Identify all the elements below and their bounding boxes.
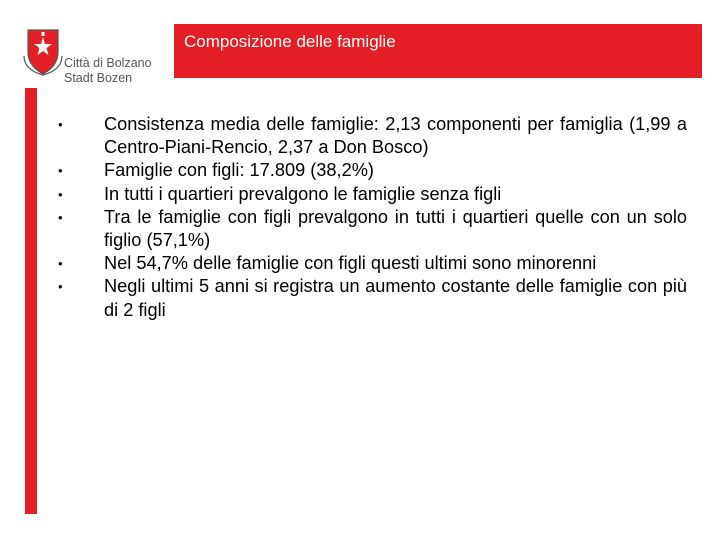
bullet-item (55, 183, 687, 206)
logo (22, 26, 162, 88)
bullet-item (55, 252, 687, 275)
bullet-dot-icon: • (58, 117, 63, 132)
bullet-text: Nel 54,7% delle famiglie con figli questi ultimi sono minorenni (104, 253, 597, 274)
left-accent-bar (25, 88, 37, 514)
bullet-item (55, 206, 687, 252)
city-coat-of-arms-icon (22, 26, 64, 76)
bullet-text: Tra le famiglie con figli prevalgono in tutti i quartieri quelle con un solo figlio (57,1%) (104, 206, 687, 251)
bullet-dot-icon: • (58, 279, 63, 295)
page-title: Composizione delle famiglie (184, 32, 396, 51)
bullet-text: In tutti i quartieri prevalgono le famiglie senza figli (104, 183, 502, 204)
logo-line-1: Città di Bolzano (64, 56, 152, 70)
bullet-dot-icon: • (58, 209, 63, 225)
bullet-text: Famiglie con figli: 17.809 (38,2%) (104, 160, 374, 181)
bullet-item (55, 275, 687, 321)
content (55, 113, 687, 322)
bullet-item (55, 113, 687, 159)
bullet-item (55, 159, 687, 182)
bullet-list (55, 113, 687, 322)
bullet-dot-icon: • (58, 186, 63, 202)
bullet-text: Consistenza media delle famiglie: 2,13 componenti per famiglia (1,99 a Centro-Piani-Rencio, 2,37 a Don Bosco) (104, 114, 687, 158)
bullet-dot-icon: • (58, 256, 63, 272)
bullet-dot-icon: • (58, 163, 63, 179)
bullet-text: Negli ultimi 5 anni si registra un aumento costante delle famiglie con più di 2 figli (104, 276, 687, 320)
logo-text (64, 56, 152, 86)
header-band (174, 24, 702, 78)
logo-line-2: Stadt Bozen (64, 71, 133, 85)
